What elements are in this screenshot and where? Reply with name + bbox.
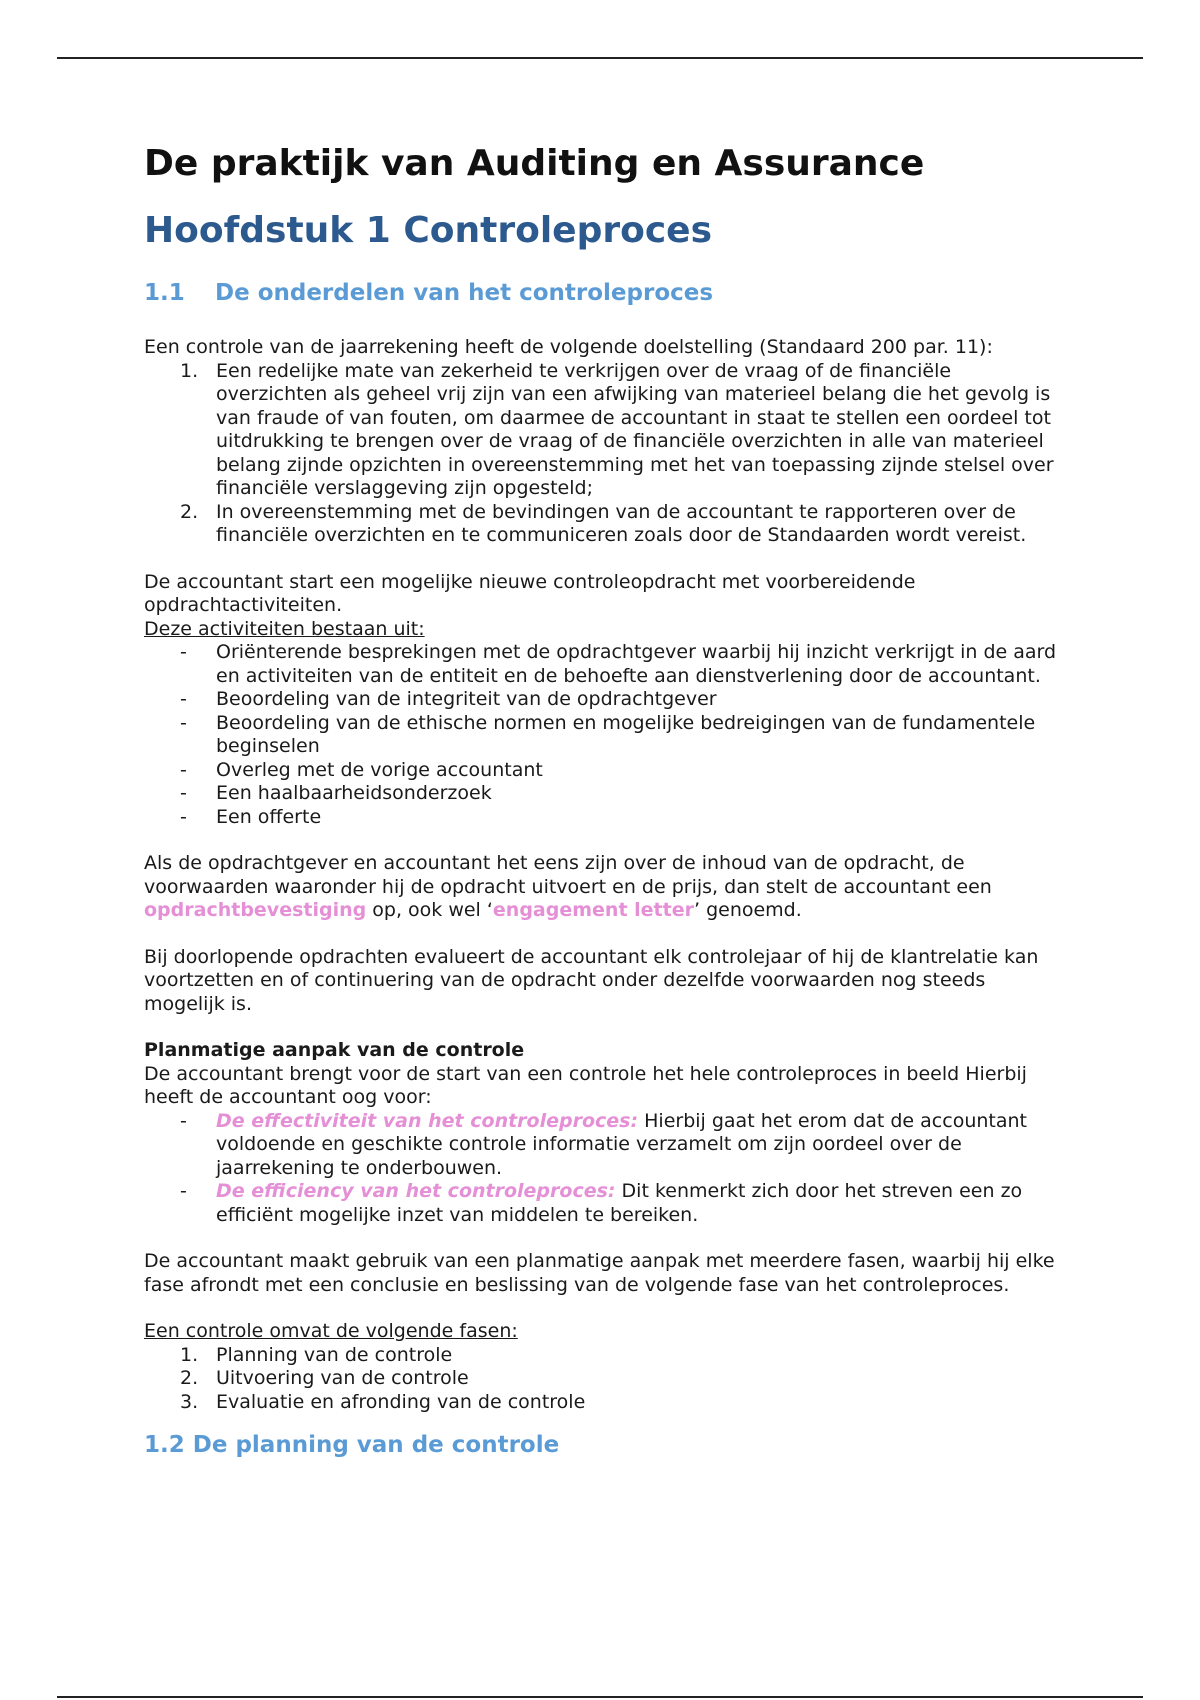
section-heading-1-2: 1.2 De planning van de controle bbox=[144, 1432, 560, 1458]
prep-paragraph: De accountant start een mogelijke nieuwe controleopdracht met voorbereidende opdrachtactiviteiten. bbox=[144, 570, 916, 616]
document-body bbox=[144, 140, 1064, 1462]
term-effectiviteit: De effectiviteit van het controleproces: bbox=[216, 1109, 639, 1132]
list-item bbox=[144, 712, 1064, 759]
list-item bbox=[144, 759, 1064, 783]
list-item bbox=[144, 688, 1064, 712]
activities-list bbox=[144, 641, 1064, 829]
aspects-list bbox=[144, 1110, 1064, 1228]
list-item bbox=[144, 360, 1064, 501]
phases-list bbox=[144, 1344, 1064, 1415]
term-opdrachtbevestiging: opdrachtbevestiging bbox=[144, 899, 367, 921]
list-marker: - bbox=[180, 641, 187, 663]
list-item bbox=[144, 1367, 1064, 1391]
list-item-text: Evaluatie en afronding van de controle bbox=[216, 1390, 586, 1413]
list-item-text: Beoordeling van de integriteit van de opdrachtgever bbox=[216, 688, 717, 710]
list-item-text: Een haalbaarheidsonderzoek bbox=[216, 782, 492, 804]
list-item bbox=[144, 1344, 1064, 1368]
list-item-text: In overeenstemming met de bevindingen van de accountant te rapporteren over de financiële overzichten en te communiceren zoals door de Standaarden wordt vereist. bbox=[216, 500, 1027, 546]
list-marker: - bbox=[180, 758, 187, 781]
list-item-text: Uitvoering van de controle bbox=[216, 1367, 469, 1389]
section-number: 1.1 bbox=[144, 280, 185, 306]
list-item-text: Dit kenmerkt zich door het streven een zo efficiënt mogelijke inzet van middelen te bereiken. bbox=[216, 1180, 1023, 1226]
goals-list bbox=[144, 360, 1064, 548]
list-item bbox=[144, 806, 1064, 830]
list-item-text: Oriënterende besprekingen met de opdrachtgever waarbij hij inzicht verkrijgt in de aard en activiteiten van de entiteit en de behoefte aan dienstverlening door de accountant. bbox=[216, 641, 1057, 687]
list-marker: 1. bbox=[180, 359, 199, 382]
list-item-text: Beoordeling van de ethische normen en mogelijke bedreigingen van de fundamentele beginselen bbox=[216, 711, 1036, 757]
phases-intro: De accountant maakt gebruik van een planmatige aanpak met meerdere fasen, waarbij hij elke fase afrondt met een conclusie en beslissing van de volgende fase van het controleproces. bbox=[144, 1250, 1055, 1296]
list-item-text: Overleg met de vorige accountant bbox=[216, 758, 543, 781]
list-item-text: Een redelijke mate van zekerheid te verkrijgen over de vraag of de financiële overzichten als geheel vrij zijn van een afwijking van materieel belang die het gevolg is van fraude of van fouten, om daarmee de accountant in staat te stellen een oordeel tot uitdrukking te brengen over de vraag of de financiële overzichten in alle van materieel belang zijnde opzichten in overeenstemming met het van toepassing zijnde stelsel over financiële verslaggeving zijn opgesteld; bbox=[216, 359, 1054, 499]
planning-heading: Planmatige aanpak van de controle bbox=[144, 1039, 525, 1061]
list-item bbox=[144, 1180, 1064, 1227]
list-marker: 2. bbox=[180, 500, 199, 523]
recurring-paragraph: Bij doorlopende opdrachten evalueert de accountant elk controlejaar of hij de klantrelatie kan voortzetten en of continuering van de opdracht onder dezelfde voorwaarden nog steeds mogelijk is. bbox=[144, 945, 1039, 1015]
header-rule bbox=[57, 57, 1143, 59]
list-item bbox=[144, 501, 1064, 548]
document-title: De praktijk van Auditing en Assurance bbox=[144, 143, 925, 184]
list-item-text: Planning van de controle bbox=[216, 1343, 453, 1366]
agreement-text: op, ook wel ‘ bbox=[366, 899, 493, 921]
list-item bbox=[144, 1110, 1064, 1181]
list-marker: - bbox=[180, 805, 187, 828]
agreement-text: Als de opdrachtgever en accountant het eens zijn over de inhoud van de opdracht, de voorwaarden waaronder hij de opdracht uitvoert en de prijs, dan stelt de accountant een bbox=[144, 852, 992, 898]
list-marker: - bbox=[180, 688, 187, 710]
list-marker: - bbox=[180, 1109, 187, 1132]
phases-label: Een controle omvat de volgende fasen: bbox=[144, 1320, 518, 1342]
list-item bbox=[144, 1391, 1064, 1415]
activities-label: Deze activiteiten bestaan uit: bbox=[144, 617, 425, 640]
list-marker: 2. bbox=[180, 1367, 199, 1389]
list-item bbox=[144, 782, 1064, 806]
list-item bbox=[144, 641, 1064, 688]
agreement-paragraph bbox=[144, 852, 1064, 923]
list-item-text: Hierbij gaat het erom dat de accountant voldoende en geschikte controle informatie verzamelt om zijn oordeel over de jaarrekening te onderbouwen. bbox=[216, 1109, 1027, 1179]
list-marker: 1. bbox=[180, 1343, 199, 1366]
term-efficiency: De efficiency van het controleproces: bbox=[216, 1180, 616, 1202]
section-heading-1-1 bbox=[144, 276, 1064, 310]
agreement-text: ’ genoemd. bbox=[693, 899, 802, 921]
planning-intro: De accountant brengt voor de start van een controle het hele controleproces in beeld Hierbij heeft de accountant oog voor: bbox=[144, 1062, 1027, 1108]
footer-rule bbox=[57, 1696, 1143, 1698]
chapter-heading: Hoofdstuk 1 Controleproces bbox=[144, 210, 713, 251]
list-marker: 3. bbox=[180, 1390, 199, 1413]
list-marker: - bbox=[180, 782, 187, 804]
intro-paragraph: Een controle van de jaarrekening heeft de volgende doelstelling (Standaard 200 par. 11): bbox=[144, 336, 993, 358]
section-title: De onderdelen van het controleproces bbox=[215, 280, 714, 306]
list-marker: - bbox=[180, 711, 187, 734]
list-marker: - bbox=[180, 1180, 187, 1202]
list-item-text: Een offerte bbox=[216, 805, 322, 828]
term-engagement-letter: engagement letter bbox=[492, 899, 694, 921]
